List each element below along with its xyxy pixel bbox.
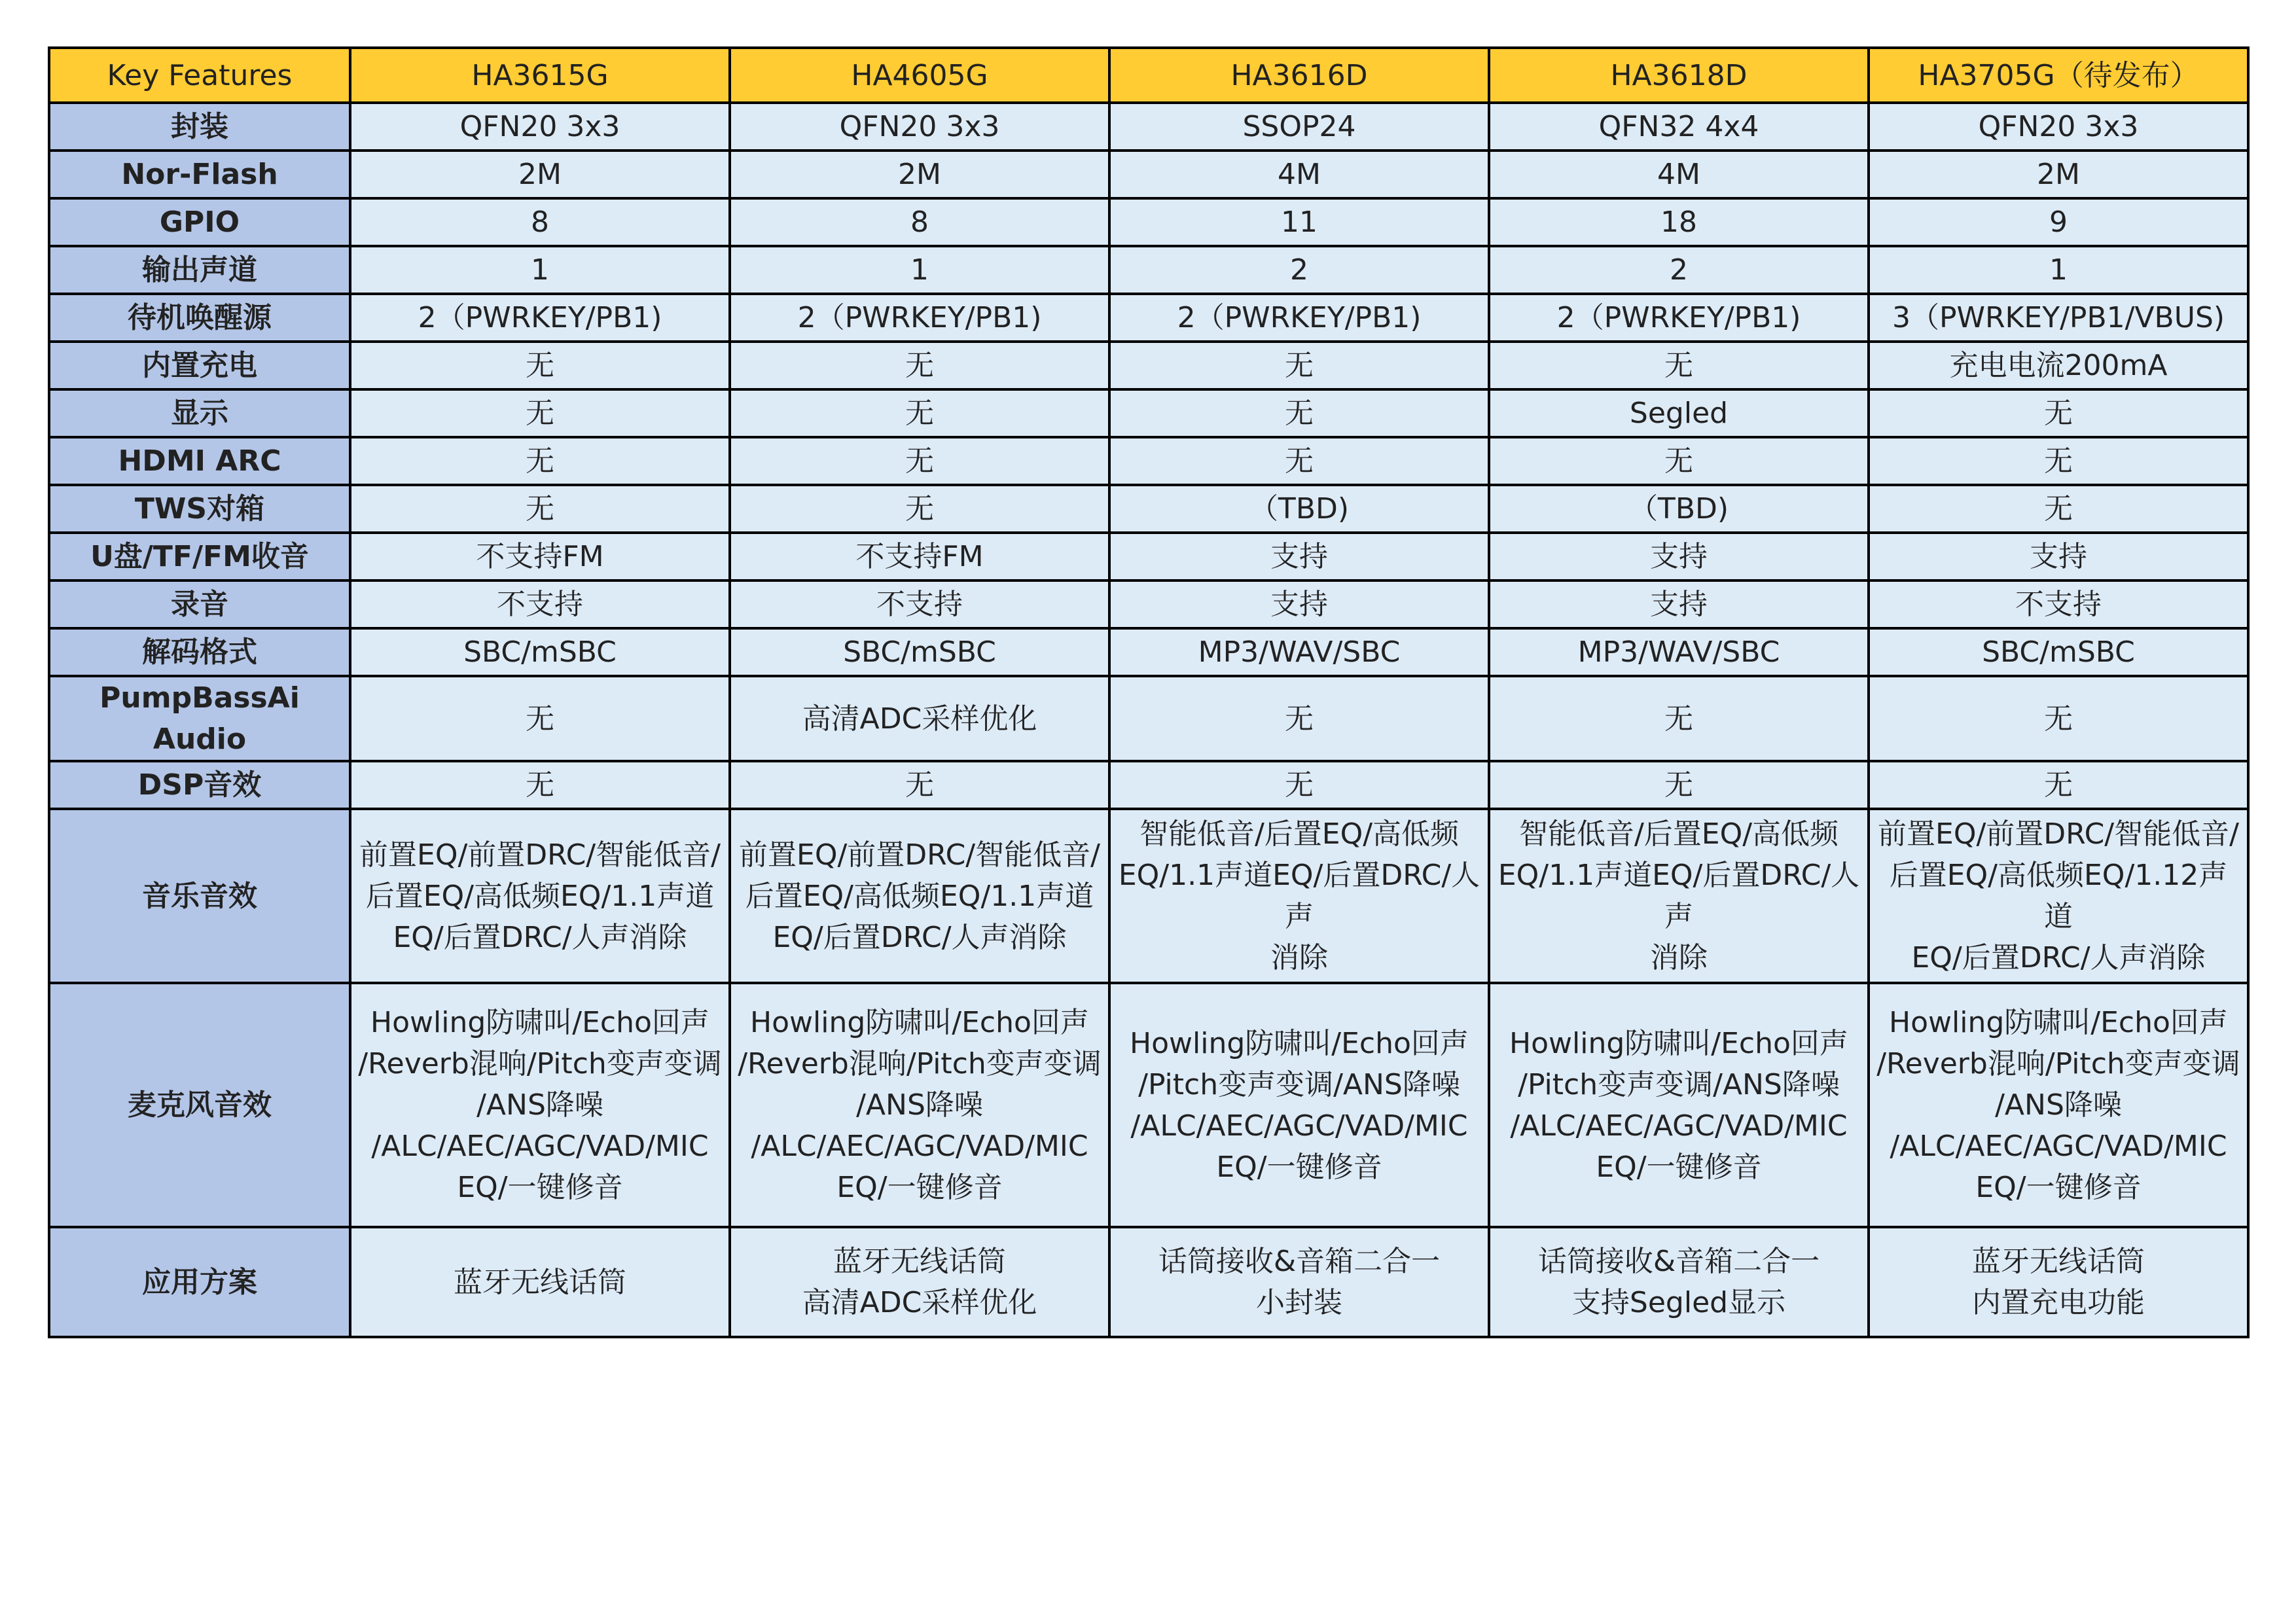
header-key-features: Key Features	[49, 48, 350, 103]
table-cell: 无	[730, 342, 1109, 389]
table-cell: 2（PWRKEY/PB1)	[730, 294, 1109, 342]
table-cell: 1	[730, 246, 1109, 294]
table-cell: 无	[1869, 485, 2248, 533]
table-cell: 9	[1869, 198, 2248, 246]
table-cell: 无	[1869, 676, 2248, 761]
table-header	[49, 48, 2248, 103]
table-cell: 4M	[1489, 151, 1869, 198]
table-cell: 无	[350, 437, 730, 485]
row-label: GPIO	[49, 198, 350, 246]
table-cell: 无	[730, 485, 1109, 533]
table-cell: 1	[350, 246, 730, 294]
table-cell: 高清ADC采样优化	[730, 676, 1109, 761]
table-cell: 无	[1489, 676, 1869, 761]
table-row	[49, 809, 2248, 983]
table-cell: 2M	[1869, 151, 2248, 198]
table-cell: 4M	[1109, 151, 1489, 198]
table-cell: （TBD)	[1489, 485, 1869, 533]
table-cell: 无	[350, 761, 730, 809]
table-cell: 18	[1489, 198, 1869, 246]
table-row	[49, 533, 2248, 580]
table-cell: 8	[350, 198, 730, 246]
table-cell: 3（PWRKEY/PB1/VBUS)	[1869, 294, 2248, 342]
table-row	[49, 294, 2248, 342]
table-cell: 2（PWRKEY/PB1)	[1489, 294, 1869, 342]
table-cell: MP3/WAV/SBC	[1109, 628, 1489, 676]
table-cell: 不支持FM	[350, 533, 730, 580]
row-label: 待机唤醒源	[49, 294, 350, 342]
table-row	[49, 761, 2248, 809]
header-ha4605g: HA4605G	[730, 48, 1109, 103]
spec-table	[48, 46, 2250, 1338]
table-row	[49, 1227, 2248, 1337]
table-cell: 智能低音/后置EQ/高低频 EQ/1.1声道EQ/后置DRC/人声 消除	[1109, 809, 1489, 983]
table-row	[49, 389, 2248, 437]
table-cell: 话筒接收&音箱二合一 支持Segled显示	[1489, 1227, 1869, 1337]
table-cell: Howling防啸叫/Echo回声 /Reverb混响/Pitch变声变调 /ANS降噪 /ALC/AEC/AGC/VAD/MIC EQ/一键修音	[350, 983, 730, 1227]
row-label: DSP音效	[49, 761, 350, 809]
table-cell: 无	[350, 389, 730, 437]
row-label: 解码格式	[49, 628, 350, 676]
table-cell: 话筒接收&音箱二合一 小封装	[1109, 1227, 1489, 1337]
row-label: 麦克风音效	[49, 983, 350, 1227]
table-cell: 智能低音/后置EQ/高低频 EQ/1.1声道EQ/后置DRC/人声 消除	[1489, 809, 1869, 983]
table-cell: 不支持FM	[730, 533, 1109, 580]
table-cell: 2M	[730, 151, 1109, 198]
table-cell: 支持	[1109, 533, 1489, 580]
table-cell: 无	[1109, 342, 1489, 389]
table-cell: 2	[1109, 246, 1489, 294]
table-cell: 无	[1489, 761, 1869, 809]
table-cell: 无	[350, 485, 730, 533]
table-cell: QFN20 3x3	[350, 103, 730, 151]
row-label: 显示	[49, 389, 350, 437]
table-cell: 无	[350, 676, 730, 761]
row-label: HDMI ARC	[49, 437, 350, 485]
table-cell: 8	[730, 198, 1109, 246]
table-cell: 支持	[1869, 533, 2248, 580]
table-cell: QFN20 3x3	[730, 103, 1109, 151]
row-label: 输出声道	[49, 246, 350, 294]
table-cell: 无	[1109, 761, 1489, 809]
table-cell: 无	[730, 437, 1109, 485]
table-cell: 前置EQ/前置DRC/智能低音/ 后置EQ/高低频EQ/1.1声道 EQ/后置DRC/人声消除	[730, 809, 1109, 983]
table-cell: SBC/mSBC	[1869, 628, 2248, 676]
table-cell: 11	[1109, 198, 1489, 246]
table-cell: 无	[730, 389, 1109, 437]
table-cell: 无	[1109, 437, 1489, 485]
header-ha3616d: HA3616D	[1109, 48, 1489, 103]
row-label: 封装	[49, 103, 350, 151]
table-cell: 无	[1869, 437, 2248, 485]
table-cell: 蓝牙无线话筒	[350, 1227, 730, 1337]
header-ha3705g: HA3705G（待发布）	[1869, 48, 2248, 103]
table-cell: 2（PWRKEY/PB1)	[1109, 294, 1489, 342]
table-row	[49, 628, 2248, 676]
table-cell: 前置EQ/前置DRC/智能低音/ 后置EQ/高低频EQ/1.1声道 EQ/后置DRC/人声消除	[350, 809, 730, 983]
table-cell: 无	[1869, 389, 2248, 437]
table-row	[49, 676, 2248, 761]
table-cell: 不支持	[1869, 580, 2248, 628]
table-cell: SSOP24	[1109, 103, 1489, 151]
table-body	[49, 103, 2248, 1337]
row-label: U盘/TF/FM收音	[49, 533, 350, 580]
table-cell: 无	[350, 342, 730, 389]
header-ha3618d: HA3618D	[1489, 48, 1869, 103]
table-cell: QFN32 4x4	[1489, 103, 1869, 151]
table-row	[49, 246, 2248, 294]
table-cell: 支持	[1109, 580, 1489, 628]
row-label: 音乐音效	[49, 809, 350, 983]
row-label: Nor-Flash	[49, 151, 350, 198]
table-cell: SBC/mSBC	[350, 628, 730, 676]
table-cell: 不支持	[730, 580, 1109, 628]
table-row	[49, 983, 2248, 1227]
row-label: PumpBassAi Audio	[49, 676, 350, 761]
table-cell: 无	[1109, 676, 1489, 761]
table-cell: 2（PWRKEY/PB1)	[350, 294, 730, 342]
table-row	[49, 437, 2248, 485]
table-cell: 蓝牙无线话筒 内置充电功能	[1869, 1227, 2248, 1337]
table-cell: QFN20 3x3	[1869, 103, 2248, 151]
table-cell: 充电电流200mA	[1869, 342, 2248, 389]
table-cell: 2	[1489, 246, 1869, 294]
table-cell: 无	[1869, 761, 2248, 809]
table-cell: 支持	[1489, 533, 1869, 580]
table-cell: 无	[730, 761, 1109, 809]
table-cell: 无	[1109, 389, 1489, 437]
table-row	[49, 151, 2248, 198]
header-row	[49, 48, 2248, 103]
row-label: 内置充电	[49, 342, 350, 389]
table-cell: 前置EQ/前置DRC/智能低音/ 后置EQ/高低频EQ/1.12声道 EQ/后置DRC/人声消除	[1869, 809, 2248, 983]
table-cell: 不支持	[350, 580, 730, 628]
row-label: 录音	[49, 580, 350, 628]
row-label: 应用方案	[49, 1227, 350, 1337]
table-cell: Segled	[1489, 389, 1869, 437]
table-row	[49, 103, 2248, 151]
table-row	[49, 198, 2248, 246]
table-cell: 蓝牙无线话筒 高清ADC采样优化	[730, 1227, 1109, 1337]
table-cell: SBC/mSBC	[730, 628, 1109, 676]
table-cell: Howling防啸叫/Echo回声 /Pitch变声变调/ANS降噪 /ALC/AEC/AGC/VAD/MIC EQ/一键修音	[1109, 983, 1489, 1227]
table-row	[49, 485, 2248, 533]
table-cell: Howling防啸叫/Echo回声 /Pitch变声变调/ANS降噪 /ALC/AEC/AGC/VAD/MIC EQ/一键修音	[1489, 983, 1869, 1227]
header-ha3615g: HA3615G	[350, 48, 730, 103]
table-cell: 支持	[1489, 580, 1869, 628]
table-cell: 无	[1489, 437, 1869, 485]
table-cell: MP3/WAV/SBC	[1489, 628, 1869, 676]
table-cell: Howling防啸叫/Echo回声 /Reverb混响/Pitch变声变调 /ANS降噪 /ALC/AEC/AGC/VAD/MIC EQ/一键修音	[730, 983, 1109, 1227]
table-cell: Howling防啸叫/Echo回声 /Reverb混响/Pitch变声变调 /ANS降噪 /ALC/AEC/AGC/VAD/MIC EQ/一键修音	[1869, 983, 2248, 1227]
row-label: TWS对箱	[49, 485, 350, 533]
table-row	[49, 580, 2248, 628]
table-cell: 2M	[350, 151, 730, 198]
table-cell: 1	[1869, 246, 2248, 294]
table-row	[49, 342, 2248, 389]
table-cell: （TBD)	[1109, 485, 1489, 533]
table-cell: 无	[1489, 342, 1869, 389]
